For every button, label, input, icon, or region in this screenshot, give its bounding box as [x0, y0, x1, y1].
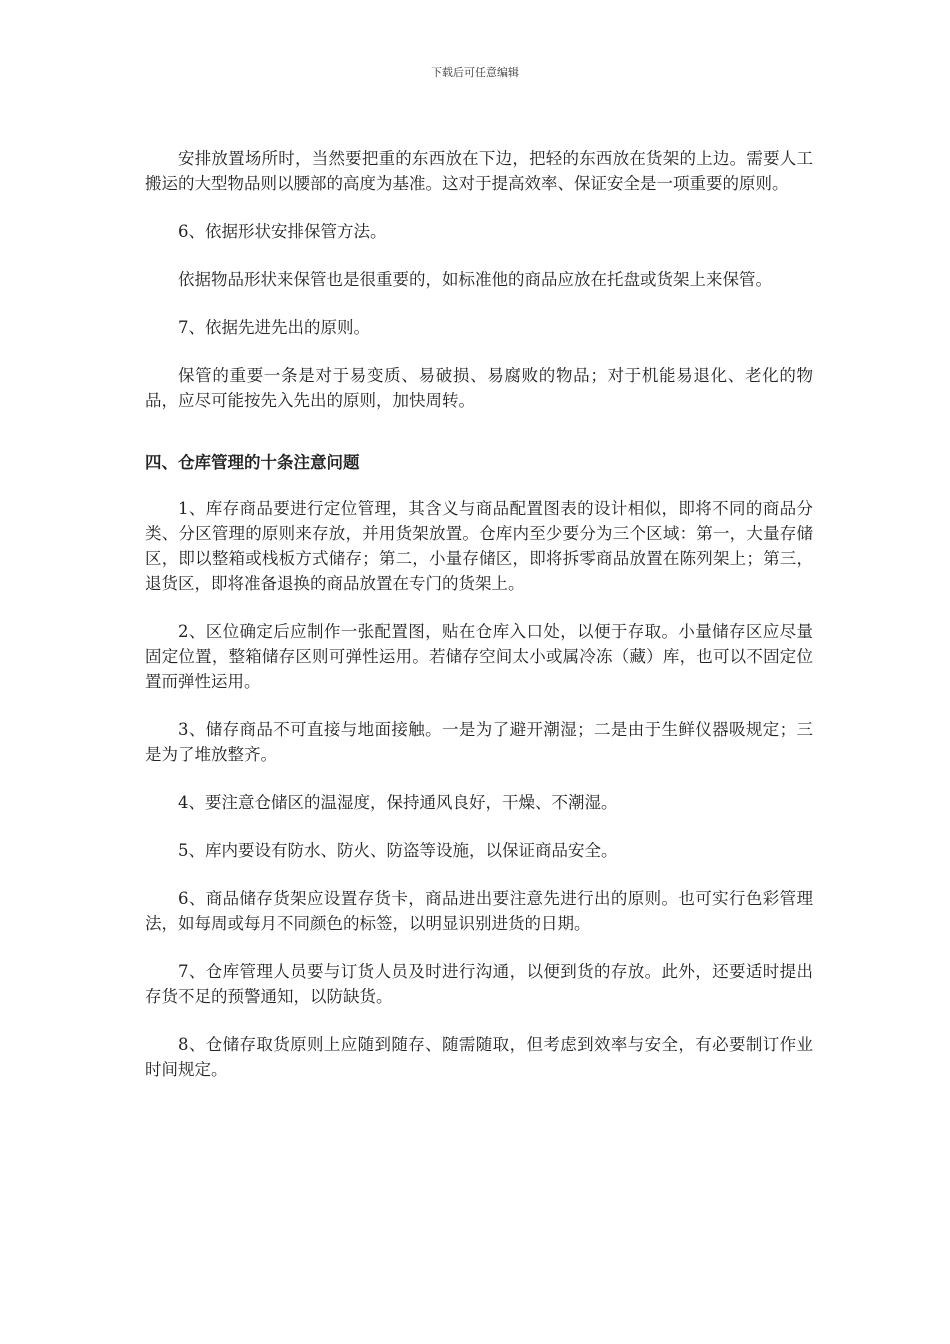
section-spacer	[145, 436, 813, 450]
paragraph-item-7-fifo: 7、依据先进先出的原则。	[178, 318, 370, 337]
paragraph-shape-storage: 依据物品形状来保管也是很重要的，如标准他的商品应放在托盘或货架上来保管。	[178, 270, 772, 289]
paragraph-note-6: 6、商品储存货架应设置存货卡，商品进出要注意先进行出的原则。也可实行色彩管理法，如每周或每月不同颜色的标签，以明显识别进货的日期。	[145, 889, 813, 933]
paragraph-note-8: 8、仓储存取货原则上应随到随存、随需随取，但考虑到效率与安全，有必要制订作业时间规定。	[145, 1035, 813, 1079]
paragraph-fifo-detail: 保管的重要一条是对于易变质、易破损、易腐败的物品；对于机能易退化、老化的物品，应尽可能按先入先出的原则，加快周转。	[145, 366, 813, 410]
paragraph-placement-weight: 安排放置场所时，当然要把重的东西放在下边，把轻的东西放在货架的上边。需要人工搬运的大型物品则以腰部的高度为基准。这对于提高效率、保证安全是一项重要的原则。	[145, 149, 813, 193]
document-body	[145, 146, 813, 1105]
paragraph-note-4: 4、要注意仓储区的温湿度，保持通风良好，干燥、不潮湿。	[178, 793, 618, 812]
paragraph-note-3: 3、储存商品不可直接与地面接触。一是为了避开潮湿；二是由于生鲜仪器吸规定；三是为了堆放整齐。	[145, 720, 813, 764]
page-header: 下载后可任意编辑	[431, 66, 519, 79]
paragraph-note-7: 7、仓库管理人员要与订货人员及时进行沟通，以便到货的存放。此外，还要适时提出存货不足的预警通知，以防缺货。	[145, 962, 813, 1006]
paragraph-note-1: 1、库存商品要进行定位管理，其含义与商品配置图表的设计相似，即将不同的商品分类、分区管理的原则来存放，并用货架放置。仓库内至少要分为三个区域：第一，大量存储区，即以整箱或栈板方式储存；第二，小量存储区，即将拆零商品放置在陈列架上；第三，退货区，即将准备退换的商品放置在专门的货架上。	[145, 499, 813, 593]
section-heading: 四、仓库管理的十条注意问题	[145, 453, 360, 472]
paragraph-item-6-shape: 6、依据形状安排保管方法。	[178, 222, 387, 241]
paragraph-note-5: 5、库内要设有防水、防火、防盗等设施，以保证商品安全。	[178, 841, 618, 860]
paragraph-note-2: 2、区位确定后应制作一张配置图，贴在仓库入口处，以便于存取。小量储存区应尽量固定位置，整箱储存区则可弹性运用。若储存空间太小或属冷冻（藏）库，也可以不固定位置而弹性运用。	[145, 622, 813, 691]
